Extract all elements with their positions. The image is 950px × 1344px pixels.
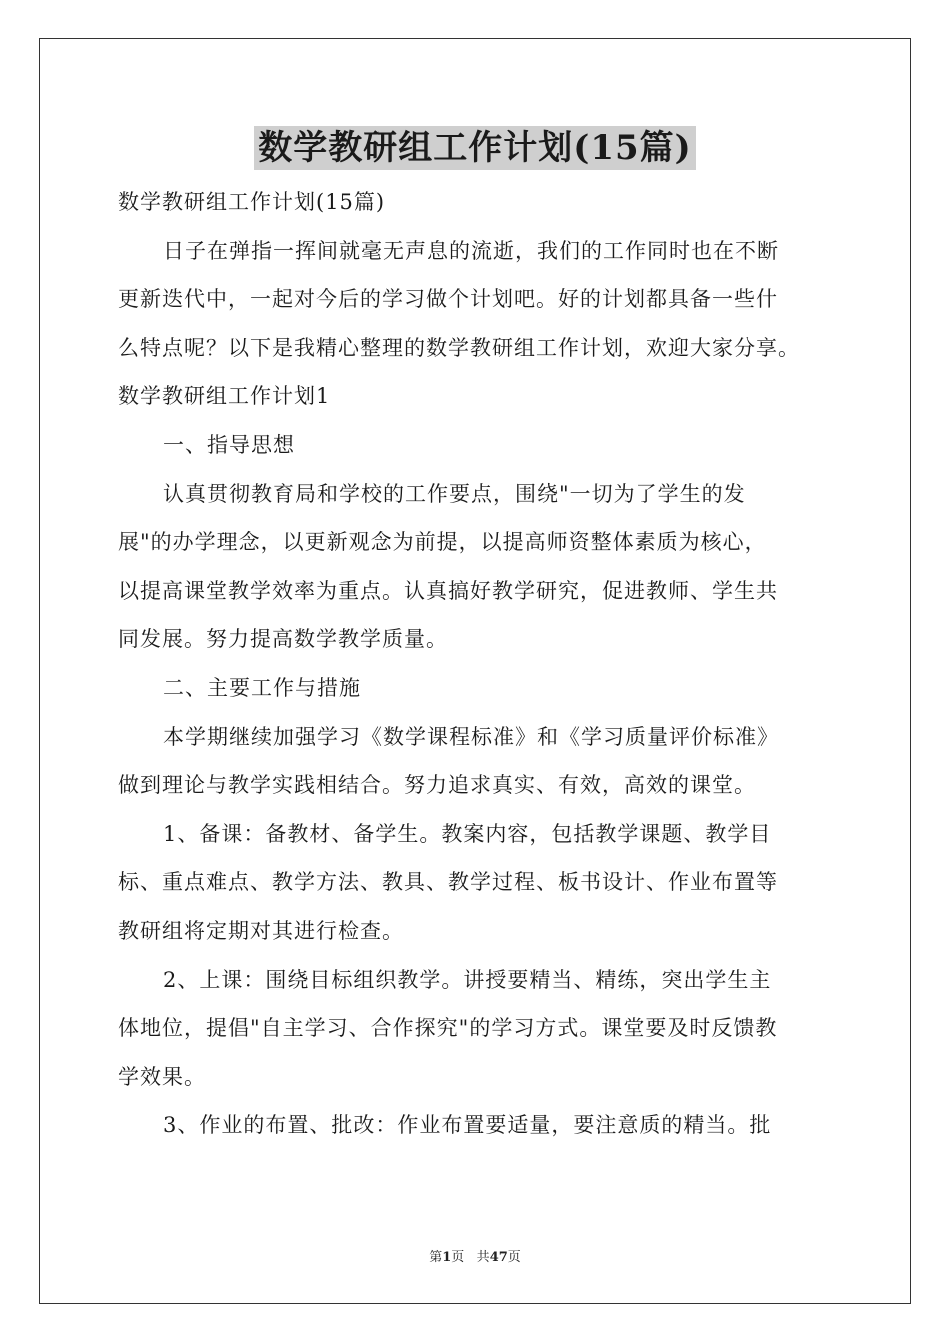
text-line: 2、上课：围绕目标组织教学。讲授要精当、精练，突出学生主: [163, 967, 772, 992]
text-line: 数学教研组工作计划1: [118, 384, 331, 409]
text-line: 教研组将定期对其进行检查。: [118, 918, 404, 943]
text-line: 体地位，提倡"自主学习、合作探究"的学习方式。课堂要及时反馈教: [118, 1016, 778, 1041]
text-line: 学效果。: [118, 1064, 206, 1089]
text-line: 更新迭代中，一起对今后的学习做个计划吧。好的计划都具备一些什: [118, 287, 778, 312]
text-line: 做到理论与教学实践相结合。努力追求真实、有效，高效的课堂。: [118, 773, 756, 798]
text-line: 日子在弹指一挥间就毫无声息的流逝，我们的工作同时也在不断: [163, 238, 779, 263]
text-line: 3、作业的布置、批改：作业布置要适量，要注意质的精当。批: [163, 1113, 772, 1138]
text-line: 以提高课堂教学效率为重点。认真搞好教学研究，促进教师、学生共: [118, 578, 778, 603]
page-footer: [0, 1246, 950, 1265]
footer-total-pages: 47: [489, 1250, 508, 1265]
text-line: 二、主要工作与措施: [163, 675, 361, 700]
text-line: 标、重点难点、教学方法、教具、教学过程、板书设计、作业布置等: [118, 870, 778, 895]
document-title: 数学教研组工作计划(15篇): [254, 126, 696, 170]
footer-total-suffix: 页: [507, 1250, 521, 1265]
text-line: 一、指导思想: [163, 432, 295, 457]
text-line: 1、备课：备教材、备学生。教案内容，包括教学课题、教学目: [163, 821, 772, 846]
footer-page-suffix: 页: [451, 1250, 465, 1265]
text-line: 认真贯彻教育局和学校的工作要点，围绕"一切为了学生的发: [163, 481, 746, 506]
text-line: 展"的办学理念，以更新观念为前提，以提高师资整体素质为核心，: [118, 530, 767, 555]
title-container: [0, 126, 950, 170]
text-line: 本学期继续加强学习《数学课程标准》和《学习质量评价标准》: [163, 724, 779, 749]
text-line: 数学教研组工作计划(15篇): [118, 190, 386, 214]
footer-page-prefix: 第: [429, 1250, 443, 1265]
document-body: [118, 178, 842, 1150]
footer-page-number: 1: [442, 1250, 452, 1265]
text-line: 同发展。努力提高数学教学质量。: [118, 627, 448, 652]
footer-total-prefix: 共: [476, 1250, 490, 1265]
text-line: 么特点呢？以下是我精心整理的数学教研组工作计划，欢迎大家分享。: [118, 335, 800, 360]
